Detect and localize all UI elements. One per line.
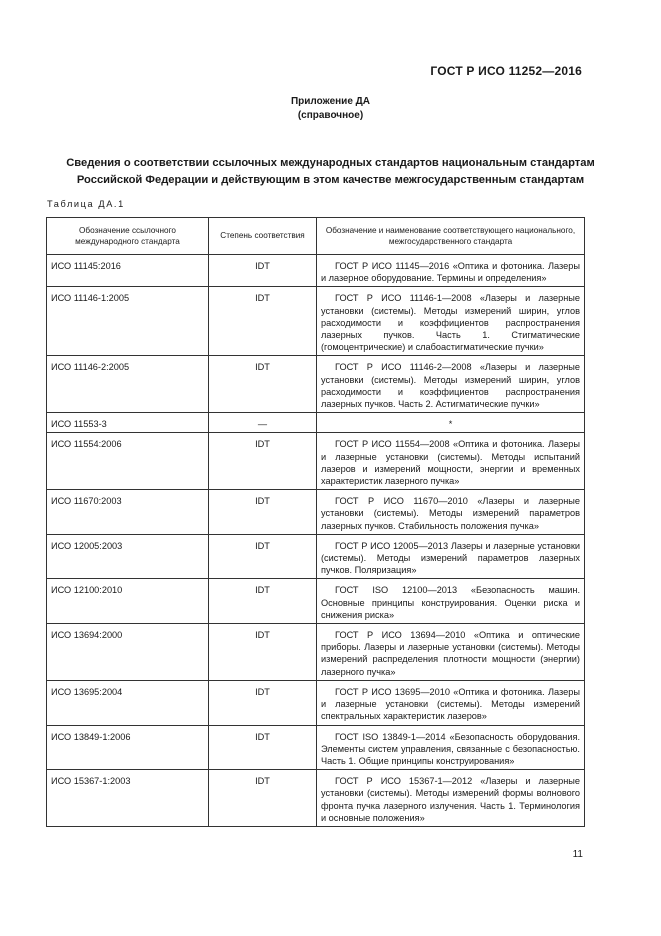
national-standard-cell: ГОСТ Р ИСО 13694—2010 «Оптика и оптические приборы. Лазеры и лазерные установки (системы). Методы измерений распределения плотности мощности (энергии) лазерного пучка» (317, 624, 585, 681)
national-standard-cell: ГОСТ ISO 13849-1—2014 «Безопасность оборудования. Элементы систем управления, связанные с безопасностью. Часть 1. Общие принципы конструирования» (317, 725, 585, 770)
table-row (47, 287, 585, 356)
document-code: ГОСТ Р ИСО 11252—2016 (430, 64, 582, 78)
reference-cell: ИСО 13695:2004 (47, 680, 209, 725)
table-row (47, 725, 585, 770)
degree-cell: IDT (209, 433, 317, 490)
reference-cell: ИСО 11554:2006 (47, 433, 209, 490)
degree-cell: — (209, 413, 317, 433)
degree-cell: IDT (209, 624, 317, 681)
reference-cell: ИСО 12005:2003 (47, 534, 209, 579)
appendix-subtitle: (справочное) (297, 110, 364, 121)
reference-cell: ИСО 13694:2000 (47, 624, 209, 681)
national-standard-cell: ГОСТ Р ИСО 11146-2—2008 «Лазеры и лазерные установки (системы). Методы измерений ширин, углов расходимости и коэффициентов распространения лазерных пучков. Часть 2. Астигматические пучки» (317, 356, 585, 413)
table-row (47, 770, 585, 827)
table-row (47, 490, 585, 535)
reference-cell: ИСО 11670:2003 (47, 490, 209, 535)
table-row (47, 680, 585, 725)
degree-cell: IDT (209, 725, 317, 770)
national-standard-cell: ГОСТ Р ИСО 12005—2013 Лазеры и лазерные установки (системы). Методы измерений параметров лазерных пучков. Поляризация» (317, 534, 585, 579)
degree-cell: IDT (209, 770, 317, 827)
column-header-reference: Обозначение ссылочного международного стандарта (47, 218, 209, 255)
appendix-title: Приложение ДА (290, 96, 371, 107)
national-standard-cell: ГОСТ Р ИСО 11670—2010 «Лазеры и лазерные установки (системы). Методы измерений параметров лазерных пучков. Стабильность положения пучка» (317, 490, 585, 535)
table-row (47, 413, 585, 433)
table-row (47, 433, 585, 490)
degree-cell: IDT (209, 579, 317, 624)
reference-cell: ИСО 11146-1:2005 (47, 287, 209, 356)
national-standard-cell: ГОСТ Р ИСО 15367-1—2012 «Лазеры и лазерные установки (системы). Методы измерений формы волнового фронта пучка лазерного излучения. Часть 1. Терминология и основные положения» (317, 770, 585, 827)
table-row (47, 624, 585, 681)
national-standard-cell: ГОСТ Р ИСО 11554—2008 «Оптика и фотоника. Лазеры и лазерные установки (системы). Методы испытаний лазеров и измерений мощности, энергии и временных характеристик лазерного пучка» (317, 433, 585, 490)
table-row (47, 255, 585, 287)
national-standard-cell: ГОСТ Р ИСО 11145—2016 «Оптика и фотоника. Лазеры и лазерное оборудование. Термины и определения» (317, 255, 585, 287)
reference-cell: ИСО 11145:2016 (47, 255, 209, 287)
table-row (47, 579, 585, 624)
table-caption: Таблица ДА.1 (47, 199, 125, 209)
column-header-national: Обозначение и наименование соответствующего национального, межгосударственного стандарта (317, 218, 585, 255)
degree-cell: IDT (209, 490, 317, 535)
column-header-degree: Степень соответствия (209, 218, 317, 255)
reference-cell: ИСО 15367-1:2003 (47, 770, 209, 827)
section-heading-line-1: Сведения о соответствии ссылочных международных стандартов национальным стандартам (66, 157, 595, 169)
degree-cell: IDT (209, 356, 317, 413)
table-header-row (47, 218, 585, 255)
section-heading-line-2: Российской Федерации и действующим в этом качестве межгосударственным стандартам (76, 174, 585, 186)
reference-cell: ИСО 13849-1:2006 (47, 725, 209, 770)
table-row (47, 534, 585, 579)
table-row (47, 356, 585, 413)
degree-cell: IDT (209, 534, 317, 579)
national-standard-cell: ГОСТ ISO 12100—2013 «Безопасность машин. Основные принципы конструирования. Оценки риска и снижения риска» (317, 579, 585, 624)
standards-correspondence-table (46, 217, 585, 827)
national-standard-cell: * (317, 413, 585, 433)
reference-cell: ИСО 12100:2010 (47, 579, 209, 624)
national-standard-cell: ГОСТ Р ИСО 13695—2010 «Оптика и фотоника. Лазеры и лазерные установки (системы). Методы измерений спектральных характеристик лазеров» (317, 680, 585, 725)
national-standard-cell: ГОСТ Р ИСО 11146-1—2008 «Лазеры и лазерные установки (системы). Методы измерений ширин, углов расходимости и коэффициентов распространения лазерных пучков. Часть 1. Стигматические (гомоцентрические) и слабоастигматические пучки» (317, 287, 585, 356)
page-number: 11 (572, 849, 583, 860)
degree-cell: IDT (209, 680, 317, 725)
degree-cell: IDT (209, 255, 317, 287)
reference-cell: ИСО 11146-2:2005 (47, 356, 209, 413)
degree-cell: IDT (209, 287, 317, 356)
reference-cell: ИСО 11553-3 (47, 413, 209, 433)
